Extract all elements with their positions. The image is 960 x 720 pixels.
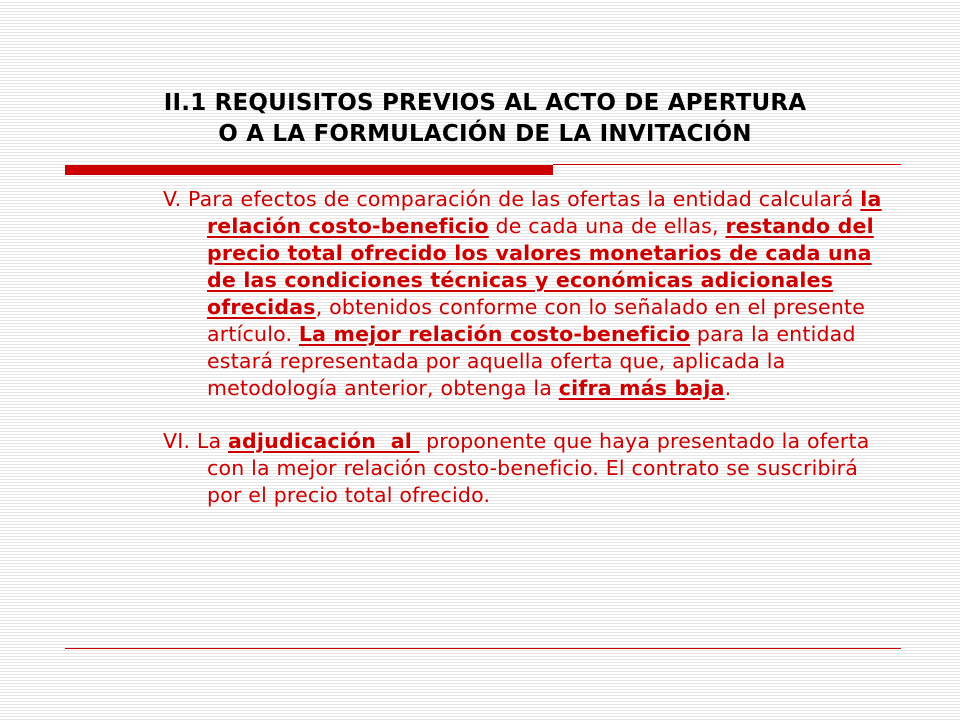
- paragraph-v-emphasis-3: La mejor relación costo-beneficio: [298, 322, 691, 346]
- slide-title-line-1: II.1 REQUISITOS PREVIOS AL ACTO DE APERTURA: [163, 90, 807, 116]
- paragraph-v: [163, 186, 898, 402]
- slide-title: [60, 88, 910, 150]
- title-accent-line: [553, 164, 901, 165]
- paragraph-v-text-5: .: [724, 376, 732, 400]
- slide-title-line-2: O A LA FORMULACIÓN DE LA INVITACIÓN: [218, 121, 752, 147]
- slide-body: [163, 186, 898, 509]
- paragraph-v-text-2: de cada una de ellas,: [488, 214, 726, 238]
- paragraph-v-text-3: , obtenidos conforme con lo señalado en el presente artículo.: [207, 295, 866, 346]
- paragraph-v-text-4: para la entidad estará representada por aquella oferta que, aplicada la metodología anterior, obtenga la: [207, 322, 856, 400]
- paragraph-v-text-1: V. Para efectos de comparación de las ofertas la entidad calculará: [163, 187, 861, 211]
- paragraph-vi-text-2: proponente que haya presentado la oferta con la mejor relación costo-beneficio. El contrato se suscribirá por el precio total ofrecido.: [207, 429, 870, 507]
- paragraph-vi-text-1: VI. La: [163, 429, 229, 453]
- paragraph-vi: [163, 428, 898, 509]
- title-accent-bar: [65, 165, 553, 175]
- paragraph-v-emphasis-4: cifra más baja: [558, 376, 725, 400]
- footer-divider-line: [65, 648, 901, 649]
- paragraph-v-emphasis-2: restando del precio total ofrecido los valores monetarios de cada una de las condiciones técnicas y económicas adicionales ofrecidas: [207, 214, 874, 319]
- paragraph-v-emphasis-1: la relación costo-beneficio: [207, 187, 882, 238]
- paragraph-vi-emphasis-1: adjudicación al: [228, 429, 420, 453]
